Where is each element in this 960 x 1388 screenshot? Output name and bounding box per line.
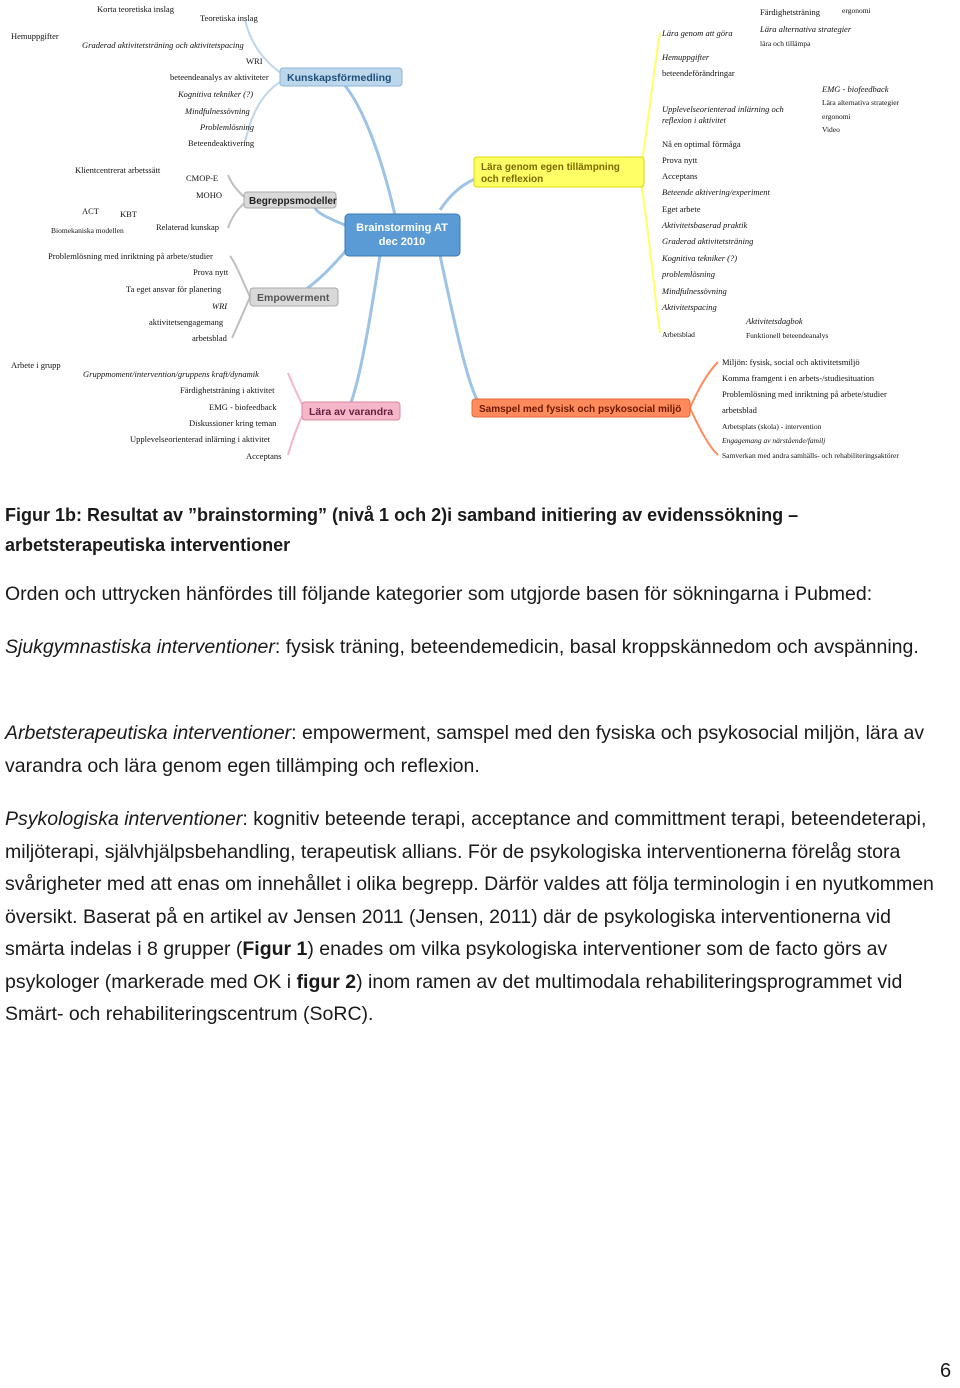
leaf: Graderad aktivitetsträning och aktivitetspacing: [82, 40, 244, 50]
leaves-left-mid: [51, 165, 222, 235]
leaf: Prova nytt: [193, 267, 229, 277]
leaf: Gruppmoment/intervention/gruppens kraft/dynamik: [83, 369, 259, 379]
paragraph-sjukgymnastiska: [5, 631, 955, 664]
leaf: Prova nytt: [662, 155, 698, 165]
figure-ref-1: Figur 1: [242, 938, 308, 960]
leaf: Problemlösning med inriktning på arbete/studier: [48, 251, 213, 261]
leaf: ergonomi: [822, 112, 851, 121]
leaf: Komma framgent i en arbets-/studiesituation: [722, 373, 875, 383]
branch-label: Kunskapsförmedling: [287, 72, 392, 84]
paragraph-label: Psykologiska interventioner: [5, 808, 243, 830]
leaf: Hemuppgifter: [11, 31, 59, 41]
leaf: Färdighetsträning i aktivitet: [180, 385, 275, 395]
branch-begreppsmodeller: [244, 192, 337, 208]
leaf: Acceptans: [246, 451, 282, 461]
leaf: Aktivitetsdagbok: [746, 316, 803, 326]
leaf: Problemlösning med inriktning på arbete/studier: [722, 389, 887, 399]
brainstorming-mindmap: [0, 0, 960, 470]
leaf: lära och tillämpa: [760, 39, 811, 48]
leaf: Video: [822, 125, 840, 134]
branch-lara-genom-egen: [474, 157, 644, 187]
page-number: 6: [940, 1360, 952, 1382]
leaves-left-empowerment: [48, 251, 229, 343]
leaves-left-top: [11, 4, 269, 148]
leaf: WRI: [246, 56, 263, 66]
paragraph-label: Sjukgymnastiska interventioner: [5, 636, 275, 658]
leaf: Lära alternativa strategier: [760, 24, 852, 34]
leaf: Lära alternativa strategier: [822, 98, 900, 107]
leaf: Kognitiva tekniker (?): [178, 89, 254, 99]
leaf: Beteende aktivering/experiment: [662, 187, 770, 197]
branch-kunskapsformedling: [280, 68, 402, 86]
leaf: Engagemang av närstående/familj: [722, 436, 826, 445]
leaf: Ta eget ansvar för planering: [126, 284, 222, 294]
paragraph-text: : kognitiv beteende terapi, acceptance and committment terapi, beteendeterapi, miljöterapi, självhjälpsbehandling, terapeutisk allians. För de psykologiska interventionerna förelåg stora svårigheter med att enas om innehållet i olika begrepp. Därför valdes att följa terminologin i en nyutkommen översikt. Baserat på en artikel av Jensen 2011 (Jensen, 2011) där de psykologiska interventionerna vid smärta indelas i 8 grupper (: [5, 808, 934, 960]
branch-label: Lära av varandra: [309, 406, 394, 418]
branch-lara-av-varandra: [302, 402, 400, 420]
figure-caption: [5, 500, 905, 560]
figure-ref-2: figur 2: [296, 970, 357, 993]
leaf: ergonomi: [842, 6, 871, 15]
leaf: CMOP-E: [186, 173, 219, 183]
leaf: arbetsblad: [722, 405, 757, 415]
leaves-left-lower: [11, 360, 281, 461]
leaf: ACT: [82, 206, 99, 216]
leaf: Nå en optimal förmåga: [662, 139, 741, 149]
leaf: Arbetsblad: [662, 330, 695, 339]
paragraph-text: ) inom ramen av det multimodala rehabiliteringsprogrammet vid Smärt- och rehabiliteringscentrum (SoRC).: [5, 970, 903, 1025]
paragraph-text: : fysisk träning, beteendemedicin, basal kroppskännedom och avspänning.: [274, 636, 919, 658]
paragraph-intro: Orden och uttrycken hänfördes till följande kategorier som utgjorde basen för sökningarna i Pubmed:: [5, 583, 873, 605]
leaf: Beteendeaktivering: [188, 138, 255, 148]
leaf: beteendeanalys av aktiviteter: [170, 72, 269, 82]
leaf: Hemuppgifter: [662, 52, 710, 62]
leaf: Mindfulnessövning: [662, 286, 727, 296]
leaf: Lära genom att göra: [662, 28, 733, 38]
leaf: Upplevelseorienterad inlärning och: [662, 104, 784, 114]
leaf: EMG - biofeedback: [209, 402, 277, 412]
caption-line2: arbetsterapeutiska interventioner: [5, 535, 291, 555]
leaf: reflexion i aktivitet: [662, 115, 726, 125]
leaf: Korta teoretiska inslag: [97, 4, 174, 14]
branch-label: Begreppsmodeller: [249, 196, 337, 207]
leaf: aktivitetsengagemang: [149, 317, 224, 327]
leaf: Samverkan med andra samhälls- och rehabiliteringsaktörer: [722, 451, 899, 460]
leaf: Teoretiska inslag: [200, 13, 258, 23]
leaf: Miljön: fysisk, social och aktivitetsmiljö: [722, 357, 860, 367]
leaves-right-mid: [661, 139, 828, 340]
leaf: Problemlösning: [200, 122, 254, 132]
leaf: Kognitiva tekniker (?): [662, 253, 738, 263]
caption-line1: Figur 1b: Resultat av ”brainstorming” (nivå 1 och 2)i samband initiering av evidenssökning –: [5, 505, 799, 525]
center-node: [345, 214, 460, 256]
leaves-right-top: [661, 6, 900, 134]
leaf: Klientcentrerat arbetssätt: [75, 165, 161, 175]
center-line1: Brainstorming AT: [356, 222, 448, 234]
leaf: Acceptans: [662, 171, 698, 181]
paragraph-psykologiska: [5, 803, 955, 1031]
leaf: Diskussioner kring teman: [189, 418, 277, 428]
leaf: KBT: [120, 209, 137, 219]
leaf: Graderad aktivitetsträning: [662, 236, 754, 246]
branch-empowerment: [250, 288, 338, 306]
branch-samspel: [472, 399, 690, 417]
branch-label: Samspel med fysisk och psykosocial miljö: [479, 404, 682, 415]
leaves-right-lower: [721, 357, 899, 460]
leaf: WRI: [212, 301, 228, 311]
leaf: Arbetsplats (skola) - intervention: [722, 422, 822, 431]
leaf: arbetsblad: [192, 333, 227, 343]
leaf: Eget arbete: [662, 204, 701, 214]
leaf: Biomekaniska modellen: [51, 226, 124, 235]
leaf: beteendeförändringar: [662, 68, 735, 78]
leaf: MOHO: [196, 190, 222, 200]
leaf: Aktivitetspacing: [662, 302, 717, 312]
paragraph-text: ) enades om vilka psykologiska interventioner som de facto görs av psykologer (markerade med OK i: [5, 938, 888, 993]
branch-label1: Lära genom egen tillämpning: [481, 162, 620, 173]
leaf: Relaterad kunskap: [156, 222, 220, 232]
branch-label2: och reflexion: [481, 174, 544, 185]
center-line2: dec 2010: [378, 236, 426, 248]
leaf: Funktionell beteendeanalys: [746, 331, 829, 340]
leaf: Mindfulnessövning: [185, 106, 250, 116]
paragraph-arbetsterapeutiska: [5, 717, 955, 782]
paragraph-text: : empowerment, samspel med den fysiska och psykosocial miljön, lära av varandra och lära genom egen tillämping och reflexion.: [5, 722, 925, 777]
leaf: Färdighetsträning: [760, 7, 820, 17]
leaf: Aktivitetsbaserad praktik: [662, 220, 748, 230]
leaf: EMG - biofeedback: [822, 84, 889, 94]
leaf: Arbete i grupp: [11, 360, 61, 370]
branch-label: Empowerment: [257, 292, 330, 304]
leaf: Upplevelseorienterad inlärning i aktivitet: [130, 434, 270, 444]
leaf: problemlösning: [662, 269, 716, 279]
paragraph-label: Arbetsterapeutiska interventioner: [5, 722, 292, 744]
